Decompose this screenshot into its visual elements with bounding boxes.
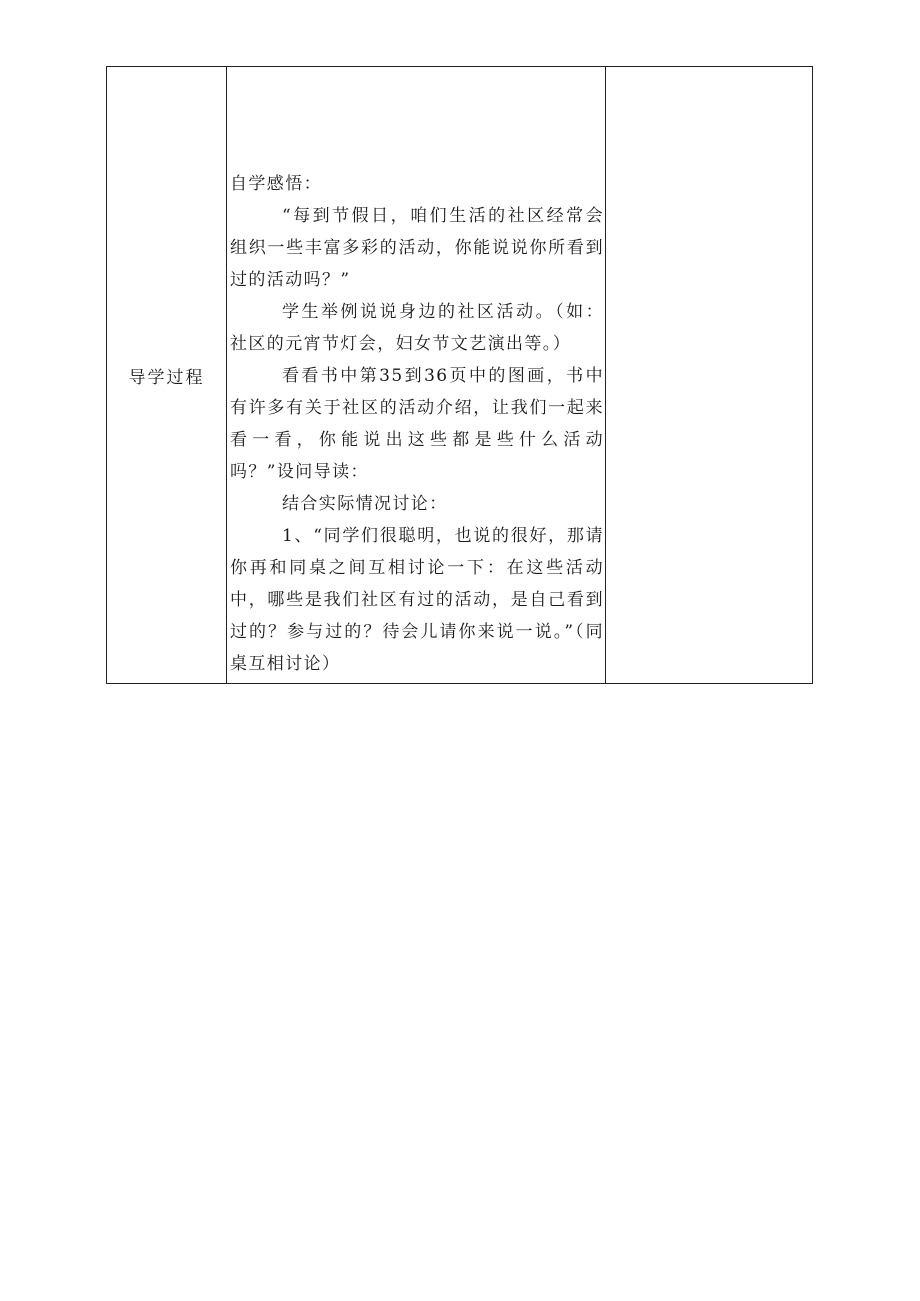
content-cell <box>227 67 606 684</box>
paragraph: 1、“同学们很聪明，也说的很好，那请你再和同桌之间互相讨论一下：在这些活动中，哪些是我们社区有过的活动，是自己看到过的？参与过的？待会儿请你来说一说。”（同桌互相讨论） <box>230 526 604 674</box>
row-label: 导学过程 <box>128 367 205 388</box>
content-body <box>230 168 604 680</box>
paragraph: 结合实际情况讨论： <box>282 494 448 514</box>
notes-cell <box>606 67 813 684</box>
lesson-plan-table <box>106 66 813 684</box>
paragraph: “每到节假日，咱们生活的社区经常会组织一些丰富多彩的活动，你能说说你所看到过的活动吗？” <box>230 206 604 290</box>
row-label-cell <box>107 67 227 684</box>
table-row <box>107 67 813 684</box>
section-heading: 自学感悟： <box>230 174 322 194</box>
paragraph: 学生举例说说身边的社区活动。（如：社区的元宵节灯会，妇女节文艺演出等。） <box>230 302 604 354</box>
paragraph: 看看书中第35到36页中的图画，书中有许多有关于社区的活动介绍，让我们一起来看一看，你能说出这些都是些什么活动吗？”设问导读： <box>230 366 604 482</box>
